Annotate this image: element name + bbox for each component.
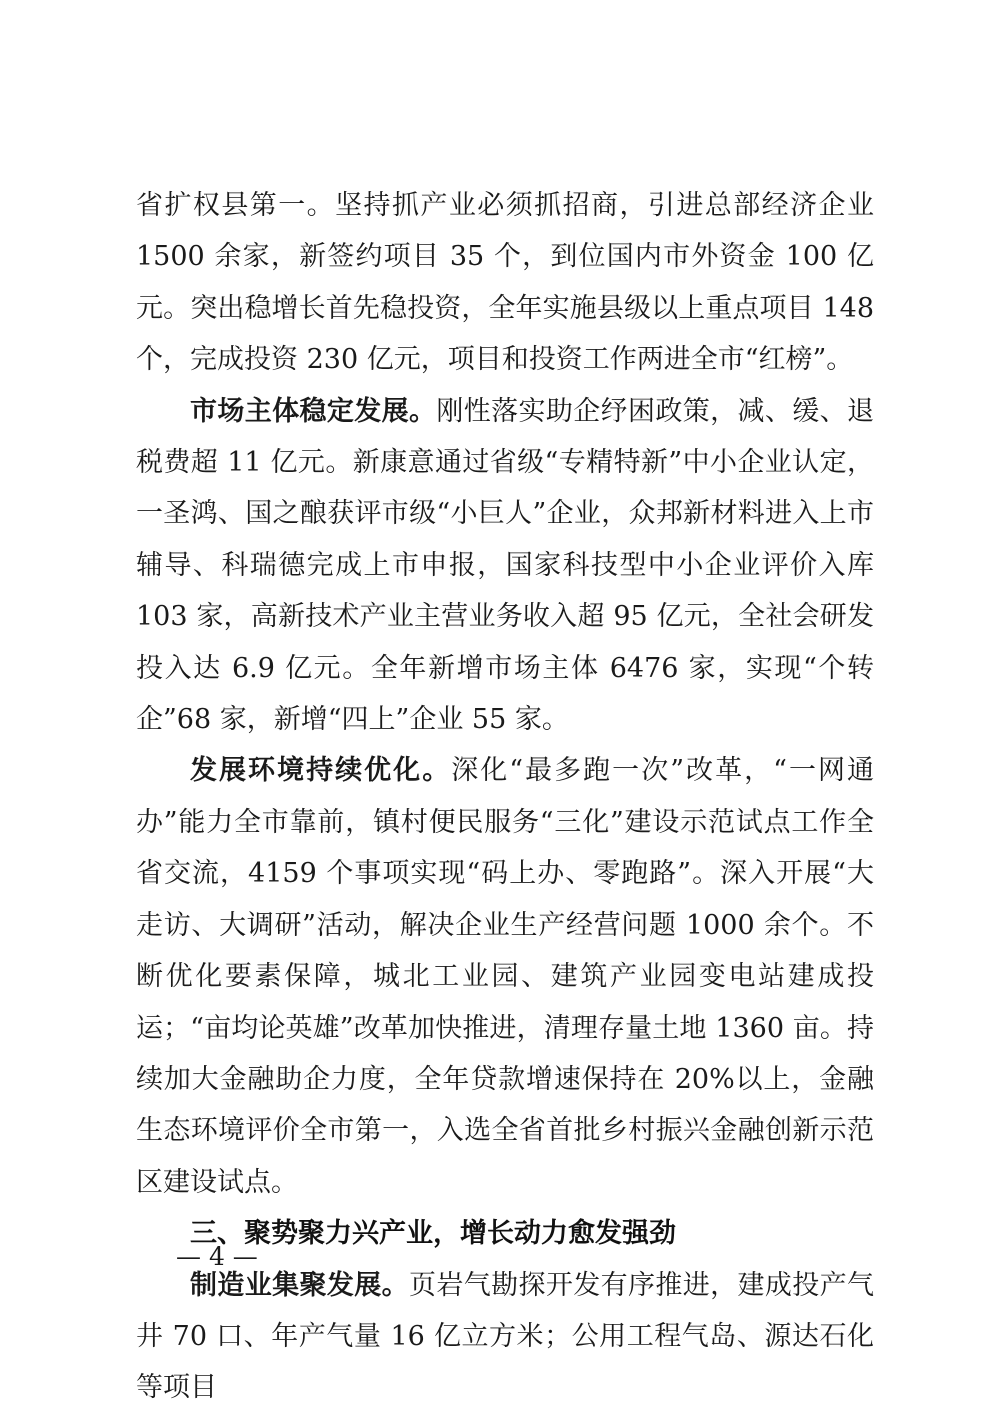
paragraph-environment [136,745,874,1208]
paragraph-continuation [136,180,874,386]
paragraph-text: 深化“最多跑一次”改革，“一网通办”能力全市靠前，镇村便民服务“三化”建设示范试点工作全省交流，4159 个事项实现“码上办、零跑路”。深入开展“大走访、大调研”活动，解决企业生产经营问题 1000 余个。不断优化要素保障，城北工业园、建筑产业园变电站建成投运；“亩均论英雄”改革加快推进，清理存量土地 1360 亩。持续加大金融助企力度，全年贷款增速保持在 20%以上，金融生态环境评价全市第一，入选全省首批乡村振兴金融创新示范区建设试点。 [136,755,874,1198]
paragraph-text: 页岩气勘探开发有序推进，建成投产气井 70 口、年产气量 16 亿立方米；公用工程气岛、源达石化等项目 [136,1269,874,1404]
paragraph-text: 刚性落实助企纾困政策，减、缓、退税费超 11 亿元。新康意通过省级“专精特新”中小企业认定，一圣鸿、国之酿获评市级“小巨人”企业，众邦新材料进入上市辅导、科瑞德完成上市申报，国家科技型中小企业评价入库 103 家，高新技术产业主营业务收入超 95 亿元，全社会研发投入达 6.9 亿元。全年新增市场主体 6476 家，实现“个转企”68 家，新增“四上”企业 55 家。 [136,395,874,736]
paragraph-lead: 制造业集聚发展。 [190,1269,409,1301]
paragraph-manufacturing [136,1260,874,1414]
paragraph-lead: 发展环境持续优化。 [190,755,452,787]
paragraph-lead: 市场主体稳定发展。 [190,395,437,427]
section-heading: 三、聚势聚力兴产业，增长动力愈发强劲 [190,1218,676,1250]
paragraph-text: 省扩权县第一。坚持抓产业必须抓招商，引进总部经济企业 1500 余家，新签约项目 35 个，到位国内市外资金 100 亿元。突出稳增长首先稳投资，全年实施县级以上重点项目 148 个，完成投资 230 亿元，项目和投资工作两进全市“红榜”。 [136,190,874,376]
page-number: — 4 — [176,1242,258,1271]
document-body [136,180,874,1414]
paragraph-market-entities [136,386,874,746]
